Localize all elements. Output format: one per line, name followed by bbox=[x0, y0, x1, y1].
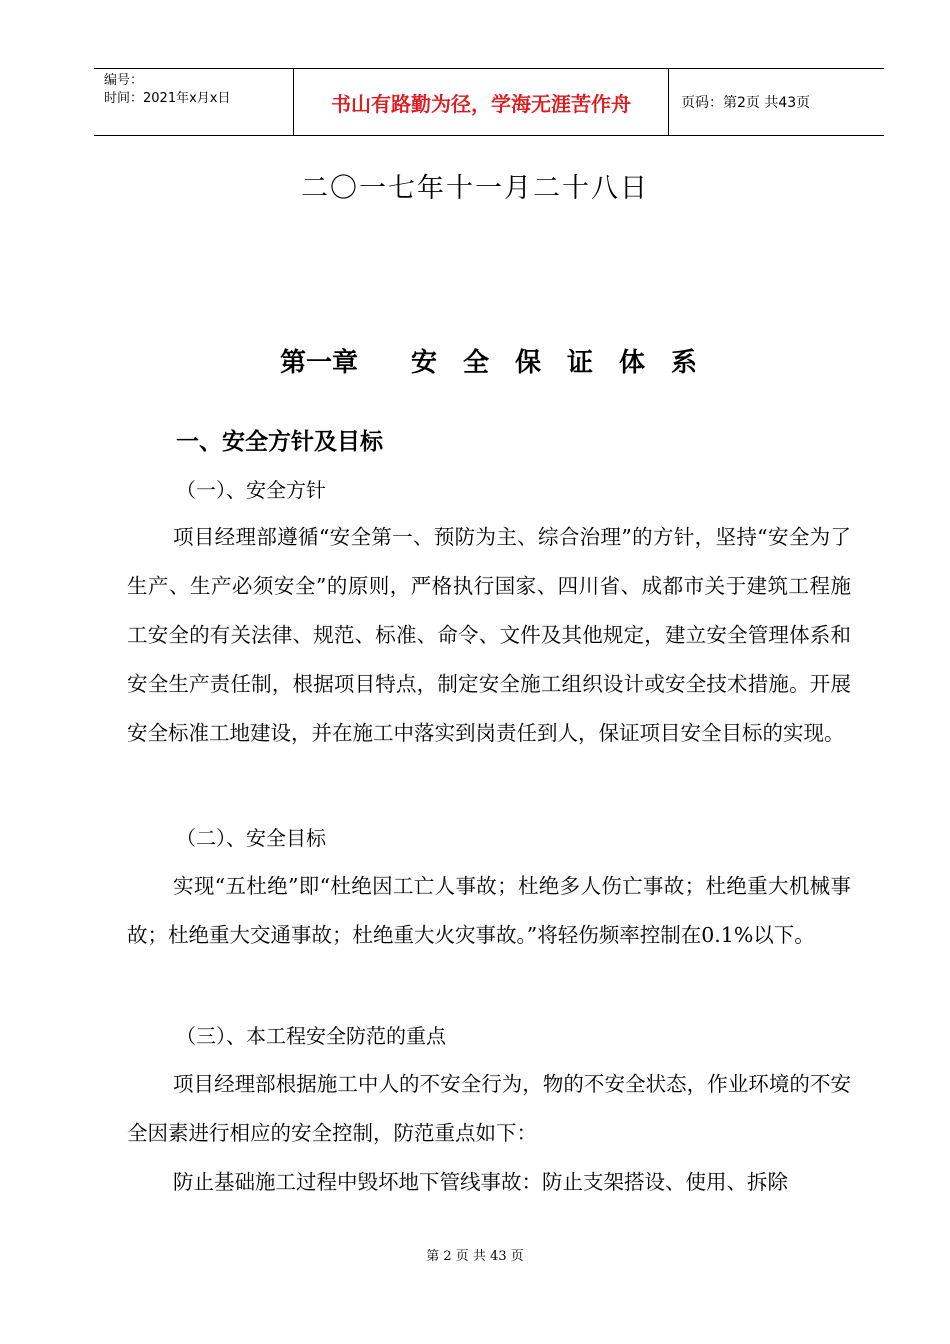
chapter-char: 安 bbox=[410, 348, 437, 378]
page-header bbox=[94, 68, 884, 136]
time-label: 时间：2021年x月x日 bbox=[104, 91, 231, 106]
chapter-title bbox=[0, 342, 950, 379]
chapter-char: 体 bbox=[619, 348, 646, 378]
subsection-title: （一）、安全方针 bbox=[176, 478, 326, 502]
paragraph: 防止基础施工过程中毁坏地下管线事故：防止支架搭设、使用、拆除 bbox=[173, 1170, 788, 1194]
header-meta bbox=[94, 69, 294, 135]
chapter-char: 证 bbox=[567, 348, 594, 378]
number-label: 编号： bbox=[104, 73, 144, 88]
header-motto: 书山有路勤为径，学海无涯苦作舟 bbox=[294, 69, 669, 135]
paragraph: 项目经理部根据施工中人的不安全行为，物的不安全状态，作业环境的不安全因素进行相应的安全控制，防范重点如下： bbox=[127, 1072, 851, 1145]
paragraph: 项目经理部遵循“安全第一、预防为主、综合治理”的方针，坚持“安全为了生产、生产必须安全”的原则，严格执行国家、四川省、成都市关于建筑工程施工安全的有关法律、规范、标准、命令、文件及其他规定，建立安全管理体系和安全生产责任制，根据项目特点，制定安全施工组织设计或安全技术措施。开展安全标准工地建设，并在施工中落实到岗责任到人，保证项目安全目标的实现。 bbox=[127, 525, 851, 745]
subsection-title: （三）、本工程安全防范的重点 bbox=[176, 1024, 446, 1048]
section-title: 一、安全方针及目标 bbox=[176, 429, 383, 455]
subsection-title: （二）、安全目标 bbox=[176, 826, 326, 850]
chapter-char: 系 bbox=[671, 348, 698, 378]
header-page-info: 页码：第2页 共43页 bbox=[681, 95, 811, 111]
date-line: 二〇一七年十一月二十八日 bbox=[301, 173, 649, 204]
page-footer: 第 2 页 共 43 页 bbox=[426, 1249, 524, 1264]
chapter-prefix: 第一章 bbox=[279, 348, 358, 378]
chapter-char: 全 bbox=[462, 348, 489, 378]
paragraph: 实现“五杜绝”即“杜绝因工亡人事故；杜绝多人伤亡事故；杜绝重大机械事故；杜绝重大交通事故；杜绝重大火灾事故。”将轻伤频率控制在0.1%以下。 bbox=[127, 874, 851, 947]
chapter-char: 保 bbox=[514, 348, 541, 378]
